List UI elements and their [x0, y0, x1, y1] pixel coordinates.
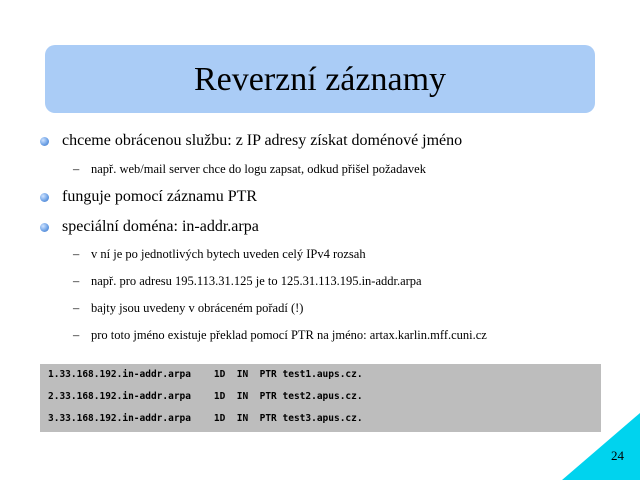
code-line: 2.33.168.192.in-addr.arpa 1D IN PTR test2.apus.cz. [48, 391, 363, 402]
dash-icon: – [73, 274, 80, 288]
sub-bullet-text: bajty jsou uvedeny v obráceném pořadí (!) [91, 301, 304, 315]
dash-icon: – [73, 162, 80, 176]
page-number: 24 [611, 448, 624, 463]
bullet-text: speciální doména: in-addr.arpa [62, 218, 259, 235]
dash-icon: – [73, 328, 80, 342]
bullet-text: funguje pomocí záznamu PTR [62, 188, 258, 205]
title-banner [45, 45, 595, 113]
sub-bullet-text: pro toto jméno existuje překlad pomocí PTR na jméno: artax.karlin.mff.cuni.cz [91, 328, 487, 342]
bullet-dot-icon [40, 137, 49, 146]
dns-records-code-block [40, 364, 601, 432]
sub-bullet-text: v ní je po jednotlivých bytech uveden celý IPv4 rozsah [91, 247, 366, 261]
code-line: 1.33.168.192.in-addr.arpa 1D IN PTR test1.aups.cz. [48, 369, 363, 380]
sub-bullet-text: např. pro adresu 195.113.31.125 je to 125.31.113.195.in-addr.arpa [91, 274, 422, 288]
code-line: 3.33.168.192.in-addr.arpa 1D IN PTR test3.apus.cz. [48, 413, 363, 424]
dash-icon: – [73, 247, 80, 261]
bullet-dot-icon [40, 193, 49, 202]
slide-title: Reverzní záznamy [193, 61, 447, 98]
bullet-text: chceme obrácenou službu: z IP adresy získat doménové jméno [62, 132, 463, 149]
bullet-dot-icon [40, 223, 49, 232]
sub-bullet-text: např. web/mail server chce do logu zapsat, odkud přišel požadavek [91, 162, 426, 176]
dash-icon: – [73, 301, 80, 315]
corner-triangle-decoration [562, 413, 640, 480]
